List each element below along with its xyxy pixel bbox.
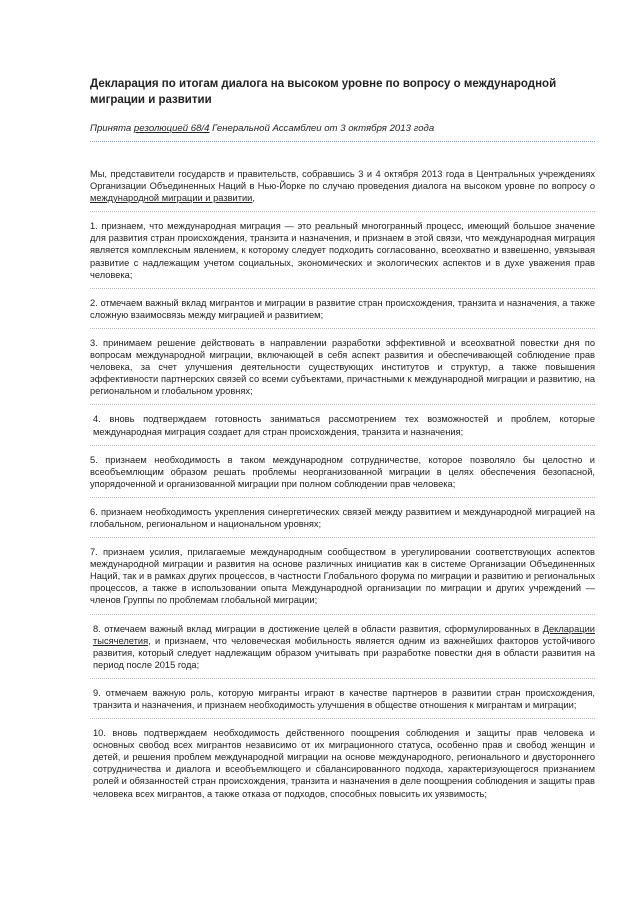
paragraph-3: 3. принимаем решение действовать в направлении разработки эффективной и всеохватной повестки дня по вопросам международной миграции, включающей в себя аспект развития и обеспечивающей соблюдение прав человека, за счет улучшения деятельности существующих институтов и структур, а также повышения эффективности партнерских связей со всеми субъектами, причастными к международной миграции и развитию, на региональном и глобальном уровнях; xyxy=(90,337,595,397)
paragraph-divider xyxy=(90,404,595,405)
paragraph-2: 2. отмечаем важный вклад мигрантов и миграции в развитие стран происхождения, транзита и назначения, а также сложную взаимосвязь между миграцией и развитием; xyxy=(90,297,595,320)
document-page xyxy=(90,76,595,800)
paragraph-divider xyxy=(90,614,595,615)
adopted-suffix: Генеральной Ассамблеи от 3 октября 2013 года xyxy=(209,123,435,134)
paragraph-divider xyxy=(90,445,595,446)
page-title: Декларация по итогам диалога на высоком уровне по вопросу о международной миграции и развитии xyxy=(90,78,557,106)
intro-text: Мы, представители государств и правительств, собравшись 3 и 4 октября 2013 года в Центральных учреждениях Организации Объединенных Наций в Нью-Йорке по случаю проведения диалога на высоком уровне по вопросу о xyxy=(90,169,595,192)
paragraph-divider xyxy=(90,328,595,329)
p8-text-b: , и признаем, что человеческая мобильность является одним из важнейших факторов устойчивого развития, который следует надлежащим образом учитывать при разработке повестки дня в области развития на период после 2015 года; xyxy=(93,635,595,670)
paragraph-5: 5. признаем необходимость в таком международном сотрудничестве, которое позволяло бы целостно и всеобъемлющим образом решать проблемы неорганизованной миграции в целях обеспечения безопасной, упорядоченной и организованной миграции при полном соблюдении прав человека; xyxy=(90,454,595,489)
p8-text-a: 8. отмечаем важный вклад миграции в достижение целей в области развития, сформулированных в xyxy=(93,623,543,634)
intro-end: , xyxy=(252,193,255,204)
paragraph-divider xyxy=(90,497,595,498)
intro-paragraph xyxy=(90,168,595,204)
paragraph-divider xyxy=(90,678,595,679)
paragraph-divider xyxy=(90,537,595,538)
paragraph-divider xyxy=(90,718,595,719)
paragraph-10: 10. вновь подтверждаем необходимость действенного поощрения соблюдения и защиты прав человека и основных свобод всех мигрантов независимо от их миграционного статуса, особенно прав и свобод женщин и детей, и решения проблем международной миграции на основе международного, регионального и двустороннего сотрудничества и диалога и всеобъемлющего и сбалансированного подхода, характеризующегося признанием ролей и обязанностей стран происхождения, транзита и назначения в деле поощрения соблюдения и защиты прав человека всех мигрантов, а также отказа от подходов, способных повысить их уязвимость; xyxy=(93,728,595,799)
migration-link[interactable]: международной миграции и развитии xyxy=(90,193,253,204)
paragraph-9: 9. отмечаем важную роль, которую мигранты играют в качестве партнеров в развитии стран происхождения, транзита и назначения, и признаем необходимость улучшения в обществе отношения к мигрантам и миграции; xyxy=(93,687,595,710)
paragraph-6: 6. признаем необходимость укрепления синергетических связей между развитием и международной миграцией на глобальном, региональном и национальном уровнях; xyxy=(90,506,595,529)
paragraph-7: 7. признаем усилия, прилагаемые международным сообществом в урегулировании соответствующих аспектов международной миграции и развития на основе различных инициатив как в системе Организации Объединенных Наций, так и в рамках других процессов, в частности Глобального форума по миграции и развитию и региональных процессов, а также в использовании опыта Международной организации по миграции и других учреждений — членов Группы по проблемам глобальной миграции; xyxy=(90,547,595,606)
millennium-declaration-link[interactable]: Декларации тысячелетия xyxy=(93,623,595,646)
adopted-line xyxy=(90,122,595,135)
paragraph-divider xyxy=(90,211,595,212)
adopted-prefix: Принята xyxy=(90,123,134,134)
resolution-link[interactable]: резолюцией 68/4 xyxy=(133,123,210,134)
paragraph-divider xyxy=(90,288,595,289)
paragraph-4: 4. вновь подтверждаем готовность заниматься рассмотрением тех возможностей и проблем, которые международная миграция создает для стран происхождения, транзита и назначения; xyxy=(93,414,595,437)
paragraph-1: 1. признаем, что международная миграция — это реальный многогранный процесс, имеющий большое значение для развития стран происхождения, транзита и назначения, и признаем в этой связи, что международная миграция является комплексным явлением, к которому следует подходить согласованно, всеохватно и взвешенно, увязывая развитие с надлежащим учетом социальных, экономических и экологических аспектов и в духе уважения прав человека; xyxy=(90,221,595,280)
title-divider xyxy=(90,141,595,142)
paragraph-8 xyxy=(90,623,595,671)
